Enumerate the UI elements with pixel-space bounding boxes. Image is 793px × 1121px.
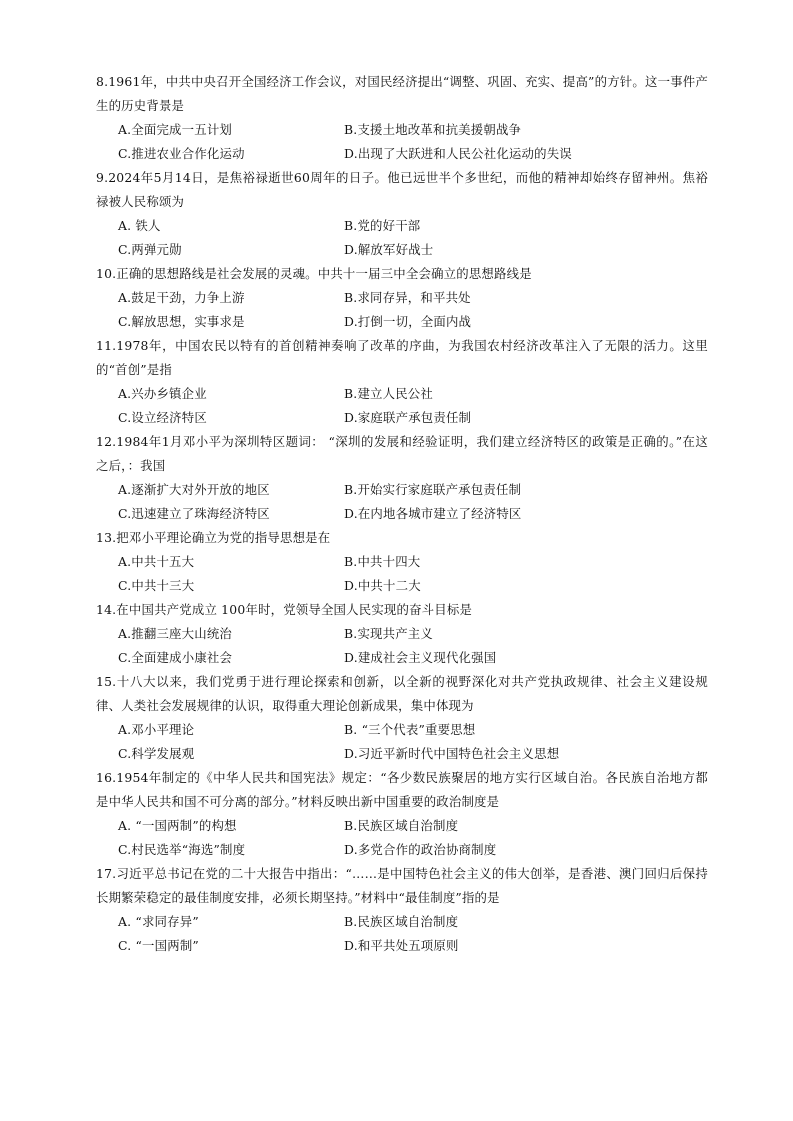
question-12 [96,430,708,526]
option-d: D.中共十二大 [344,578,421,593]
question-stem: 13.把邓小平理论确立为党的指导思想是在 [96,530,331,545]
option-a: A.兴办乡镇企业 [118,386,207,401]
question-stem: 12.1984年1月邓小平为深圳特区题词： “深圳的发展和经验证明，我们建立经济特区的政策是正确的。”在这之后，：我国 [96,434,708,473]
option-grid [96,550,708,598]
option-c: C.迅速建立了珠海经济特区 [118,506,270,521]
option-a: A.全面完成一五计划 [118,122,233,137]
option-grid [96,478,708,526]
question-15 [96,670,708,766]
option-d: D.打倒一切，全面内战 [344,314,472,329]
option-b: B.民族区域自治制度 [344,914,459,929]
option-b: B.中共十四大 [344,554,421,569]
question-stem: 8.1961年，中共中央召开全国经济工作会议，对国民经济提出“调整、巩固、充实、提高”的方针。这一事件产生的历史背景是 [96,74,708,113]
option-d: D.出现了大跃进和人民公社化运动的失误 [344,146,572,161]
option-b: B.求同存异，和平共处 [344,290,471,305]
option-d: D.在内地各城市建立了经济特区 [344,506,522,521]
option-d: D.家庭联产承包责任制 [344,410,472,425]
question-16 [96,766,708,862]
option-c: C.设立经济特区 [118,410,207,425]
option-a: A.邓小平理论 [118,722,195,737]
option-c: C.解放思想，实事求是 [118,314,245,329]
exam-page [96,70,708,958]
question-13 [96,526,708,598]
question-stem: 10.正确的思想路线是社会发展的灵魂。中共十一届三中全会确立的思想路线是 [96,266,532,281]
question-stem: 9.2024年5月14日，是焦裕禄逝世60周年的日子。他已远世半个多世纪，而他的精神却始终存留神州。焦裕禄被人民称颂为 [96,170,708,209]
option-c: C.中共十三大 [118,578,195,593]
option-b: B.民族区域自治制度 [344,818,459,833]
option-b: B. “三个代表”重要思想 [344,722,476,737]
option-d: D.多党合作的政治协商制度 [344,842,497,857]
option-c: C.村民选举“海选”制度 [118,842,246,857]
option-b: B.开始实行家庭联产承包责任制 [344,482,522,497]
question-stem: 15.十八大以来，我们党勇于进行理论探索和创新，以全新的视野深化对共产党执政规律、社会主义建设规律、人类社会发展规律的认识，取得重大理论创新成果，集中体现为 [96,674,708,713]
option-grid [96,118,708,166]
question-10 [96,262,708,334]
option-grid [96,718,708,766]
option-c: C.全面建成小康社会 [118,650,233,665]
option-d: D.习近平新时代中国特色社会主义思想 [344,746,560,761]
question-17 [96,862,708,958]
option-a: A. “求同存异” [118,914,199,929]
option-a: A.中共十五大 [118,554,195,569]
option-grid [96,814,708,862]
question-stem: 16.1954年制定的《中华人民共和国宪法》规定：“各少数民族聚居的地方实行区域自治。各民族自治地方都是中华人民共和国不可分离的部分。”材料反映出新中国重要的政治制度是 [96,770,708,809]
question-14 [96,598,708,670]
option-a: A.鼓足干劲，力争上游 [118,290,245,305]
option-grid [96,286,708,334]
option-d: D.解放军好战士 [344,242,434,257]
question-stem: 11.1978年，中国农民以特有的首创精神奏响了改革的序曲，为我国农村经济改革注入了无限的活力。这里的“首创”是指 [96,338,708,377]
question-stem: 17.习近平总书记在党的二十大报告中指出：“……是中国特色社会主义的伟大创举，是香港、澳门回归后保持长期繁荣稳定的最佳制度安排，必须长期坚持。”材料中“最佳制度”指的是 [96,866,708,905]
question-11 [96,334,708,430]
option-c: C.推进农业合作化运动 [118,146,245,161]
question-stem: 14.在中国共产党成立 100年时，党领导全国人民实现的奋斗目标是 [96,602,473,617]
option-grid [96,622,708,670]
option-b: B.支援土地改革和抗美援朝战争 [344,122,522,137]
option-b: B.建立人民公社 [344,386,433,401]
option-c: C. “一国两制” [118,938,199,953]
option-d: D.建成社会主义现代化强国 [344,650,497,665]
question-8 [96,70,708,166]
option-a: A.推翻三座大山统治 [118,626,233,641]
option-d: D.和平共处五项原则 [344,938,459,953]
option-c: C.科学发展观 [118,746,195,761]
option-a: A. 铁人 [118,218,161,233]
option-grid [96,382,708,430]
option-a: A.逐渐扩大对外开放的地区 [118,482,270,497]
option-grid [96,214,708,262]
option-a: A. “一国两制”的构想 [118,818,237,833]
question-9 [96,166,708,262]
option-c: C.两弹元勋 [118,242,182,257]
option-b: B.党的好干部 [344,218,421,233]
option-b: B.实现共产主义 [344,626,433,641]
option-grid [96,910,708,958]
